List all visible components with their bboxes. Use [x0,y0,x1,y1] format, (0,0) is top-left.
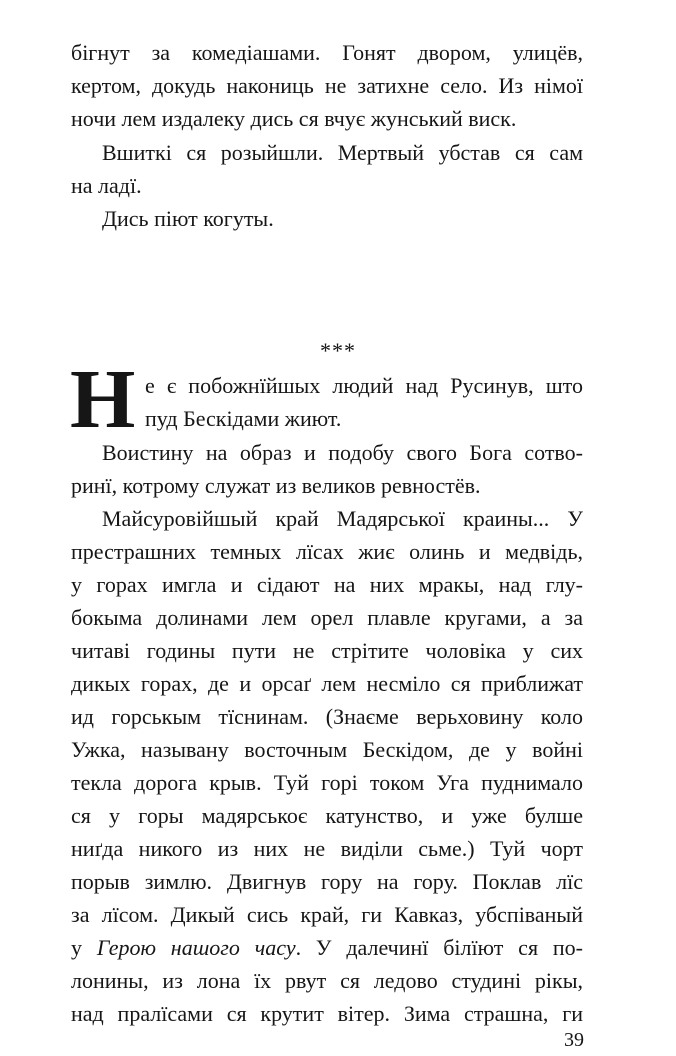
text-line: Воистину на образ и подобу свого Бога сотво- [102,440,583,465]
text-line: ринї, котрому служат из великов ревностёв. [71,473,481,498]
text-line: Ужка, называну восточным Бескідом, де у войні [71,737,583,762]
text-line: ночи лем издалеку дись ся вчує жунський виск. [71,106,517,131]
text-line: бігнут за комедіашами. Гонят двором, улицёв, [71,40,583,65]
text-line: ниґда никого из них не виділи сьме.) Туй чорт [71,836,583,861]
text-line: пуд Бескідами жиют. [145,406,342,431]
text-line: читаві годины пути не стрітите чоловіка у сих [71,638,583,663]
text-line: е є побожнїйшых людий над Русинув, што [145,373,583,398]
text-line: дикых горах, де и орсаґ лем несміло ся приближат [71,671,583,696]
text-line: на ладї. [71,173,142,198]
text-line: бокыма долинами лем орел плавле кругами, а за [71,605,583,630]
page-number: 39 [564,1029,584,1051]
text-line: за лїсом. Дикый сись край, ги Кавказ, убспіваный [71,902,583,927]
italic-book-title: Герою нашого часу [96,935,296,960]
section-divider: *** [320,338,356,363]
text-line [71,935,583,961]
text-line: престрашних темных лїсах жиє олинь и медвідь, [71,539,583,564]
text-run: . У далечинї білїют ся по- [295,935,583,960]
text-line: Дись піют когуты. [102,206,274,231]
text-line: ид горськым тїснинам. (Знаєме верьховину коло [71,704,583,729]
text-line: кертом, докудь накониць не затихне село. Из німої [71,73,583,98]
text-line: лонины, из лона їх рвут ся ледово студині рікы, [71,968,583,993]
text-line: у горах имгла и сідают на них мракы, над глу- [71,572,583,597]
text-line: Майсуровійшый край Мадярської краины... У [102,506,583,531]
drop-cap: Н [70,353,136,446]
text-line: текла дорога крыв. Туй горі током Уга пуднимало [71,770,583,795]
text-run: у [71,935,97,960]
text-line: над пралїсами ся крутит вітер. Зима страшна, ги [71,1001,583,1026]
text-line: ся у горы мадярськоє катунство, и уже булше [71,803,583,828]
text-line: порыв зимлю. Двигнув гору на гору. Поклав лїс [71,869,583,894]
text-line: Вшиткі ся розыйшли. Мертвый убстав ся сам [102,140,583,165]
